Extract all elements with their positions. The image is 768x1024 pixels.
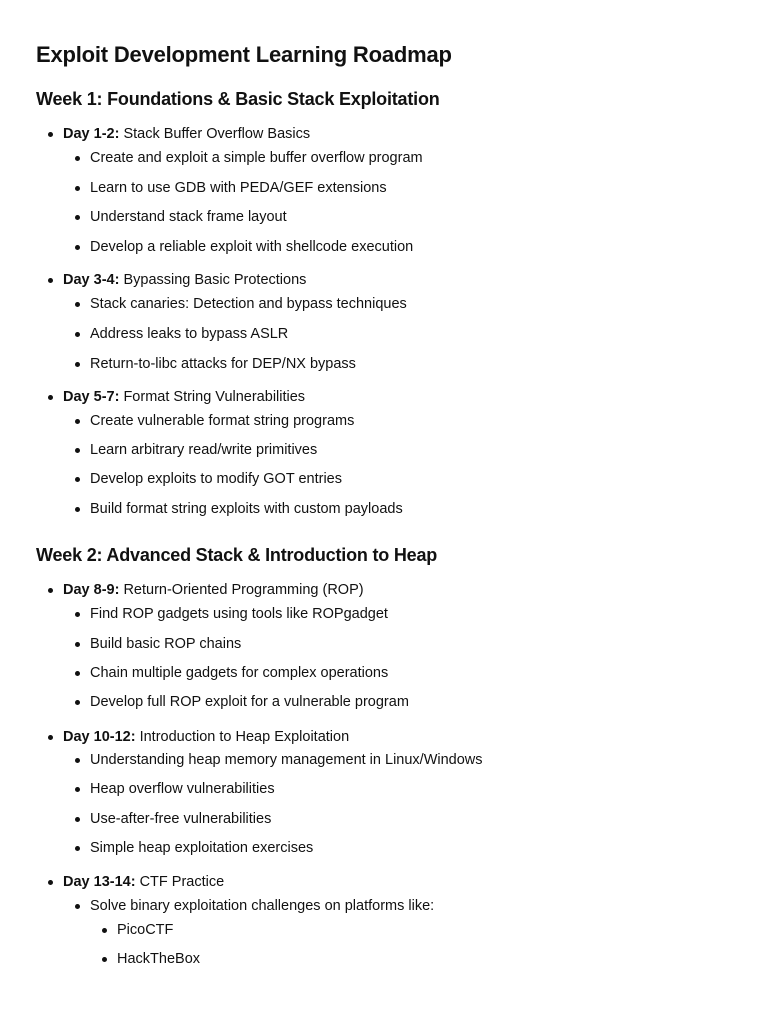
day-topic: Format String Vulnerabilities: [123, 389, 306, 405]
bullet-icon: [75, 156, 80, 161]
bullet-icon: [48, 735, 53, 740]
list-item: Simple heap exploitation exercises: [90, 838, 313, 858]
bullet-icon: [75, 612, 80, 617]
list-item: Build basic ROP chains: [90, 634, 241, 654]
bullet-icon: [75, 700, 80, 705]
list-item: Use-after-free vulnerabilities: [90, 809, 271, 829]
list-item: Address leaks to bypass ASLR: [90, 324, 288, 344]
list-item: Stack canaries: Detection and bypass techniques: [90, 294, 407, 314]
list-item: Return-to-libc attacks for DEP/NX bypass: [90, 354, 356, 374]
bullet-icon: [102, 928, 107, 933]
bullet-icon: [75, 448, 80, 453]
bullet-icon: [75, 332, 80, 337]
list-item: Learn to use GDB with PEDA/GEF extensions: [90, 178, 387, 198]
bullet-icon: [75, 787, 80, 792]
day-3-4-item: [63, 270, 306, 290]
bullet-icon: [75, 302, 80, 307]
list-item: Create vulnerable format string programs: [90, 411, 354, 431]
day-label: Day 3-4:: [63, 272, 120, 288]
day-label: Day 10-12:: [63, 729, 136, 745]
day-topic: Bypassing Basic Protections: [123, 272, 307, 288]
day-10-12-item: [63, 727, 349, 747]
bullet-icon: [75, 642, 80, 647]
day-13-14-item: [63, 872, 224, 892]
bullet-icon: [48, 132, 53, 137]
day-topic: CTF Practice: [139, 874, 225, 890]
list-item: Solve binary exploitation challenges on platforms like:: [90, 896, 434, 916]
bullet-icon: [75, 846, 80, 851]
list-item: Build format string exploits with custom payloads: [90, 499, 403, 519]
bullet-icon: [75, 758, 80, 763]
bullet-icon: [48, 278, 53, 283]
list-item: Understanding heap memory management in Linux/Windows: [90, 750, 483, 770]
day-8-9-item: [63, 580, 364, 600]
day-topic: Introduction to Heap Exploitation: [139, 729, 350, 745]
bullet-icon: [48, 588, 53, 593]
day-label: Day 13-14:: [63, 874, 136, 890]
list-item: Find ROP gadgets using tools like ROPgadget: [90, 604, 388, 624]
day-topic: Return-Oriented Programming (ROP): [123, 582, 364, 598]
bullet-icon: [48, 395, 53, 400]
day-topic: Stack Buffer Overflow Basics: [123, 126, 311, 142]
list-item: Chain multiple gadgets for complex operations: [90, 663, 388, 683]
list-item: Learn arbitrary read/write primitives: [90, 440, 317, 460]
bullet-icon: [75, 419, 80, 424]
day-5-7-item: [63, 387, 305, 407]
day-label: Day 8-9:: [63, 582, 120, 598]
bullet-icon: [75, 186, 80, 191]
bullet-icon: [48, 880, 53, 885]
list-item: Create and exploit a simple buffer overflow program: [90, 148, 423, 168]
day-label: Day 5-7:: [63, 389, 120, 405]
list-item: Develop exploits to modify GOT entries: [90, 469, 342, 489]
week-2-heading: Week 2: Advanced Stack & Introduction to Heap: [36, 545, 438, 565]
bullet-icon: [75, 817, 80, 822]
bullet-icon: [75, 507, 80, 512]
day-label: Day 1-2:: [63, 126, 120, 142]
platform-item: HackTheBox: [117, 949, 200, 969]
list-item: Understand stack frame layout: [90, 207, 287, 227]
week-1-heading: Week 1: Foundations & Basic Stack Exploitation: [36, 89, 440, 109]
bullet-icon: [75, 245, 80, 250]
bullet-icon: [75, 215, 80, 220]
list-item: Heap overflow vulnerabilities: [90, 779, 275, 799]
platform-item: PicoCTF: [117, 920, 173, 940]
bullet-icon: [75, 904, 80, 909]
list-item: Develop full ROP exploit for a vulnerable program: [90, 692, 409, 712]
day-1-2-item: [63, 124, 310, 144]
page-title: Exploit Development Learning Roadmap: [36, 42, 452, 67]
bullet-icon: [75, 477, 80, 482]
bullet-icon: [75, 362, 80, 367]
list-item: Develop a reliable exploit with shellcode execution: [90, 237, 413, 257]
bullet-icon: [102, 957, 107, 962]
bullet-icon: [75, 671, 80, 676]
